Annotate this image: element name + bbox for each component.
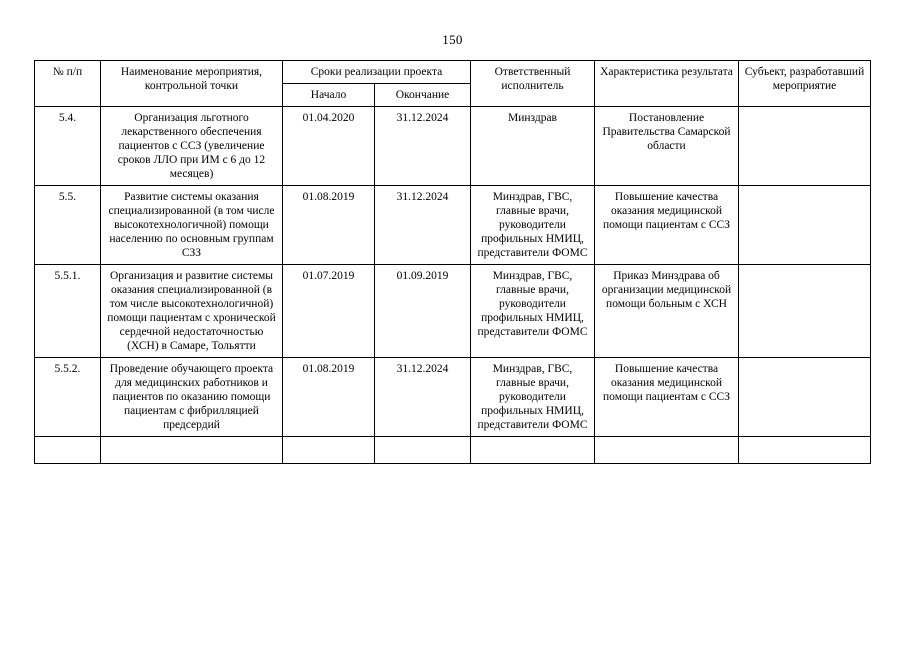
cell-start: 01.04.2020 bbox=[282, 107, 374, 186]
cell-responsible: Минздрав bbox=[471, 107, 595, 186]
page-number: 150 bbox=[442, 32, 463, 47]
cell-subject bbox=[739, 186, 871, 265]
cell-empty bbox=[374, 437, 470, 464]
cell-name: Организация льготного лекарственного обеспечения пациентов с ССЗ (увеличение сроков ЛЛО при ИМ с 6 до 12 месяцев) bbox=[100, 107, 282, 186]
header-cell-number: № п/п bbox=[34, 61, 100, 107]
cell-result: Постановление Правительства Самарской области bbox=[595, 107, 739, 186]
cell-name: Проведение обучающего проекта для медицинских работников и пациентов по оказанию помощи пациентам с фибрилляцией предсердий bbox=[100, 358, 282, 437]
cell-end: 31.12.2024 bbox=[374, 107, 470, 186]
header-cell-subject: Субъект, разработавший мероприятие bbox=[739, 61, 871, 107]
cell-empty bbox=[282, 437, 374, 464]
table-row bbox=[34, 186, 870, 265]
cell-result: Повышение качества оказания медицинской помощи пациентам с ССЗ bbox=[595, 358, 739, 437]
cell-empty bbox=[100, 437, 282, 464]
cell-end: 01.09.2019 bbox=[374, 265, 470, 358]
cell-name: Организация и развитие системы оказания специализированной (в том числе высокотехнологичной) помощи пациентам с хронической сердечной недостаточностью (ХСН) в Самаре, Тольятти bbox=[100, 265, 282, 358]
cell-empty bbox=[34, 437, 100, 464]
cell-responsible: Минздрав, ГВС, главные врачи, руководители профильных НМИЦ, представители ФОМС bbox=[471, 186, 595, 265]
measures-table bbox=[34, 60, 871, 464]
cell-subject bbox=[739, 358, 871, 437]
header-cell-name: Наименование мероприятия, контрольной точки bbox=[100, 61, 282, 107]
header-cell-responsible: Ответственный исполнитель bbox=[471, 61, 595, 107]
cell-number: 5.4. bbox=[34, 107, 100, 186]
document-page bbox=[0, 32, 905, 672]
header-cell-result: Характеристика результата bbox=[595, 61, 739, 107]
header-cell-end: Окончание bbox=[374, 84, 470, 107]
cell-responsible: Минздрав, ГВС, главные врачи, руководители профильных НМИЦ, представители ФОМС bbox=[471, 358, 595, 437]
cell-empty bbox=[739, 437, 871, 464]
table-header-row-1 bbox=[34, 61, 870, 84]
table-row bbox=[34, 358, 870, 437]
cell-start: 01.08.2019 bbox=[282, 358, 374, 437]
cell-number: 5.5. bbox=[34, 186, 100, 265]
cell-end: 31.12.2024 bbox=[374, 358, 470, 437]
cell-number: 5.5.1. bbox=[34, 265, 100, 358]
cell-empty bbox=[471, 437, 595, 464]
cell-end: 31.12.2024 bbox=[374, 186, 470, 265]
table-row bbox=[34, 265, 870, 358]
cell-number: 5.5.2. bbox=[34, 358, 100, 437]
header-cell-start: Начало bbox=[282, 84, 374, 107]
cell-responsible: Минздрав, ГВС, главные врачи, руководители профильных НМИЦ, представители ФОМС bbox=[471, 265, 595, 358]
table-header bbox=[34, 61, 870, 107]
table-row bbox=[34, 107, 870, 186]
table-body bbox=[34, 107, 870, 464]
cell-subject bbox=[739, 107, 871, 186]
cell-name: Развитие системы оказания специализированной (в том числе высокотехнологичной) помощи населению по основным группам СЗЗ bbox=[100, 186, 282, 265]
cell-subject bbox=[739, 265, 871, 358]
cell-result: Приказ Минздрава об организации медицинской помощи больным с ХСН bbox=[595, 265, 739, 358]
cell-start: 01.07.2019 bbox=[282, 265, 374, 358]
cell-empty bbox=[595, 437, 739, 464]
table-row-empty bbox=[34, 437, 870, 464]
cell-start: 01.08.2019 bbox=[282, 186, 374, 265]
header-cell-dates-group: Сроки реализации проекта bbox=[282, 61, 470, 84]
cell-result: Повышение качества оказания медицинской помощи пациентам с ССЗ bbox=[595, 186, 739, 265]
